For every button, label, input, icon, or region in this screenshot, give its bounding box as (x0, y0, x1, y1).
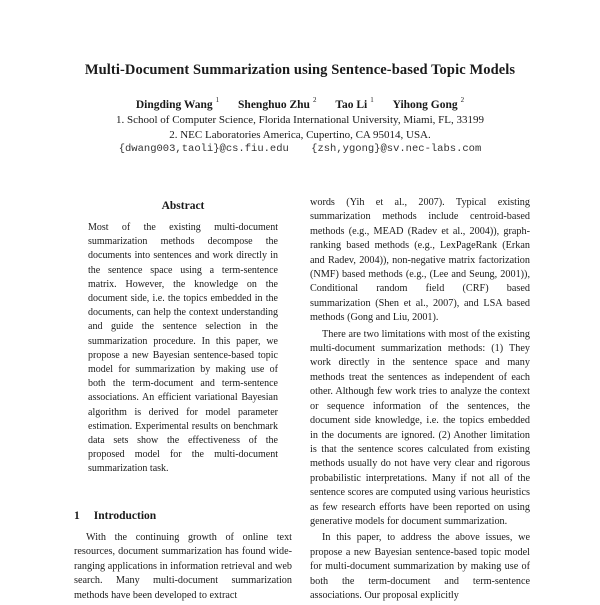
abstract-text: Most of the existing multi-document summarization methods decompose the documents into sentences and work directly in the sentence space using a term-sentence matrix. However, the knowledge on the document side, i.e. the topics embedded in the documents, can help the context understanding and guide the sentence selection in the summarization procedure. In this paper, we propose a new Bayesian sentence-based topic model for summarization by making use of both the term-document and term-sentence associations. An efficient variational Bayesian algorithm is derived for model parameter estimation. Experimental results on benchmark data sets show the effectiveness of the proposed model for the multi-document summarization task. (88, 222, 278, 475)
paper-title: Multi-Document Summarization using Sentence-based Topic Models (84, 62, 516, 78)
email-fiu: {dwang003,taoli}@cs.fiu.edu (118, 143, 289, 155)
body-paragraph: In this paper, to address the above issues, we propose a new Bayesian sentence-based topic model for multi-document summarization by making use of both the term-document and term-sentence associations. Our proposal explicitly (310, 532, 530, 601)
author-affil-mark: 1 (370, 96, 374, 104)
author-list (0, 97, 600, 111)
abstract-heading: Abstract (161, 200, 205, 212)
author-name: Tao Li (335, 98, 368, 111)
author (392, 96, 465, 111)
section-number: 1 (74, 510, 80, 522)
author-affil-mark: 2 (312, 96, 317, 104)
introduction-paragraph: With the continuing growth of online text resources, document summarization has found wide-ranging applications in information retrieval and web search. Many multi-document summarization methods have been developed to extract (74, 532, 292, 601)
author (135, 96, 220, 111)
author-name: Dingding Wang (135, 98, 213, 111)
author (335, 96, 374, 111)
right-column (310, 196, 530, 605)
section-title: Introduction (93, 510, 157, 522)
author-affil-mark: 1 (215, 96, 220, 104)
body-paragraph: words (Yih et al., 2007). Typical existing summarization methods include centroid-based methods (e.g., MEAD (Radev et al., 2004)), graph-ranking based methods (e.g., LexPageRank (Erkan and Radev, 2004)), non-negative matrix factorization (NMF) based methods (e.g., (Lee and Seung, 2001)), Conditional random field (CRF) based summarization (Shen et al., 2007), and LSA based methods (Gong and Liu, 2001). (310, 197, 530, 324)
affiliation-2: 2. NEC Laboratories America, Cupertino, CA 95014, USA. (169, 129, 431, 141)
author-name: Shenghuo Zhu (238, 98, 310, 111)
email-nec: {zsh,ygong}@sv.nec-labs.com (311, 143, 482, 155)
body-paragraph: There are two limitations with most of the existing multi-document summarization methods: (1) They work directly in the sentence space and many methods treat the sentences as independent of each other. Although few work tries to analyze the context or sequence information of the sentences, the document side knowledge, i.e. the topics embedded in the documents are ignored. (2) Another limitation is that the sentence scores calculated from existing methods usually do not have very clear and rigorous probabilistic interpretations. Many if not all of the sentence scores are computed using various heuristics as few research efforts have been reported on using generative models for document summarization. (310, 328, 530, 527)
section-heading-introduction (74, 510, 156, 522)
author-emails (0, 143, 600, 155)
author (238, 96, 317, 111)
affiliation-1: 1. School of Computer Science, Florida International University, Miami, FL, 33199 (115, 114, 485, 126)
author-affil-mark: 2 (460, 96, 465, 104)
author-name: Yihong Gong (392, 98, 458, 111)
